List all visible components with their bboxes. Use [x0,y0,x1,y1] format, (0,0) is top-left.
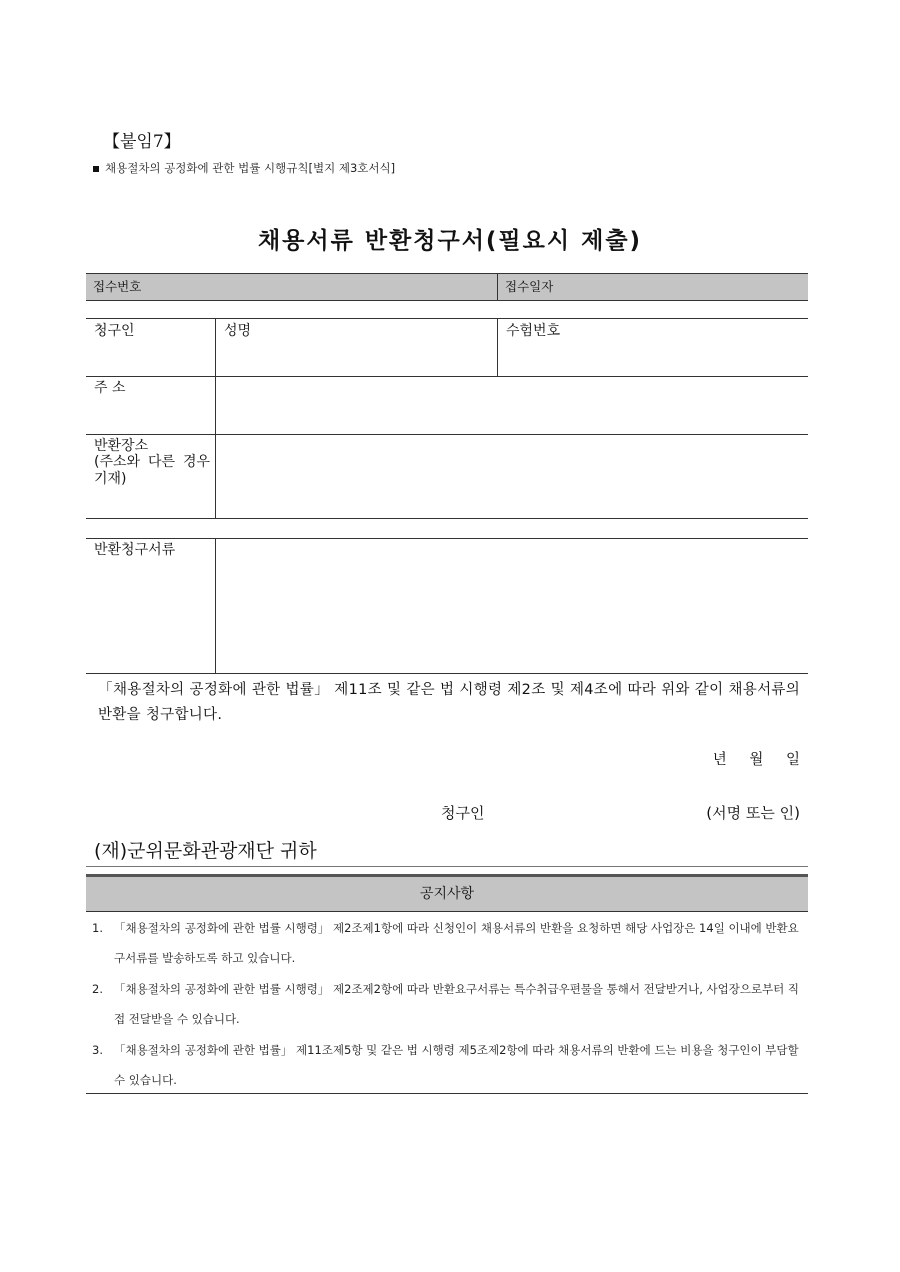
return-place-note: (주소와 다른 경우 기재) [94,454,210,487]
notice-item-text: 「채용절차의 공정화에 관한 법률」 제11조제5항 및 같은 법 시행령 제5조제2항에 따라 채용서류의 반환에 드는 비용을 청구인이 부담할 수 있습니다. [114,1043,799,1087]
applicant-section-label: 청구인 [94,323,135,339]
documents-divider [215,538,216,674]
applicant-name-divider [497,318,498,377]
exam-number-label: 수험번호 [506,323,561,339]
signature-sign-label: (서명 또는 인) [706,804,800,822]
legal-basis-text: 채용절차의 공정화에 관한 법률 시행규칙[별지 제3호서식] [105,161,396,175]
applicant-rule-2 [86,434,808,435]
name-field[interactable] [227,342,489,372]
applicant-bottom-rule [86,518,808,519]
receipt-divider [497,273,498,301]
declaration-text: 「채용절차의 공정화에 관한 법률」 제11조 및 같은 법 시행령 제2조 및 제4조에 따라 위와 같이 채용서류의 반환을 청구합니다. [98,682,800,723]
receipt-date-label: 접수일자 [505,279,554,294]
recipient: (재)군위문화관광재단 귀하 [94,840,317,862]
documents-bottom-rule [86,673,808,674]
notice-bottom-rule [86,1093,808,1094]
notice-item-text: 「채용절차의 공정화에 관한 법률 시행령」 제2조제1항에 따라 신청인이 채용서류의 반환을 요청하면 해당 사업장은 14일 이내에 반환요구서류를 발송하도록 하고 있습니다. [114,921,799,965]
address-field[interactable] [222,380,802,430]
receipt-number-label: 접수번호 [93,279,142,294]
applicant-top-rule [86,318,808,319]
name-label: 성명 [224,323,252,339]
square-bullet-icon [93,166,99,172]
exam-number-field[interactable] [506,342,802,372]
notice-item-number: 3. [92,1043,103,1057]
notice-item [90,1035,802,1095]
legal-basis [93,160,395,176]
date-line: 년 월 일 [712,752,800,768]
documents-top-rule [86,538,808,539]
notice-item-number: 1. [92,921,103,935]
notice-item [90,974,802,1034]
return-place-field[interactable] [222,438,802,514]
documents-label: 반환청구서류 [94,542,176,558]
applicant-label-divider [215,318,216,519]
applicant-rule-1 [86,376,808,377]
receipt-top-rule [86,273,808,274]
signature-applicant-label: 청구인 [441,804,485,822]
notice-item-text: 「채용절차의 공정화에 관한 법률 시행령」 제2조제2항에 따라 반환요구서류는 특수취급우편물을 통해서 전달받거나, 사업장으로부터 직접 전달받을 수 있습니다. [114,982,800,1026]
notice-item [90,913,802,973]
form-title: 채용서류 반환청구서(필요시 제출) [257,228,643,254]
receipt-bottom-rule [86,300,808,301]
documents-field[interactable] [222,542,802,668]
notice-list [90,912,802,1095]
notice-item-number: 2. [92,982,103,996]
receipt-bar [86,273,808,301]
notice-separator-rule [86,866,808,867]
notice-heading: 공지사항 [86,877,808,911]
address-label: 주 소 [94,380,126,396]
return-place-label: 반환장소 [94,438,149,454]
attachment-label: 【붙임7】 [103,132,181,152]
